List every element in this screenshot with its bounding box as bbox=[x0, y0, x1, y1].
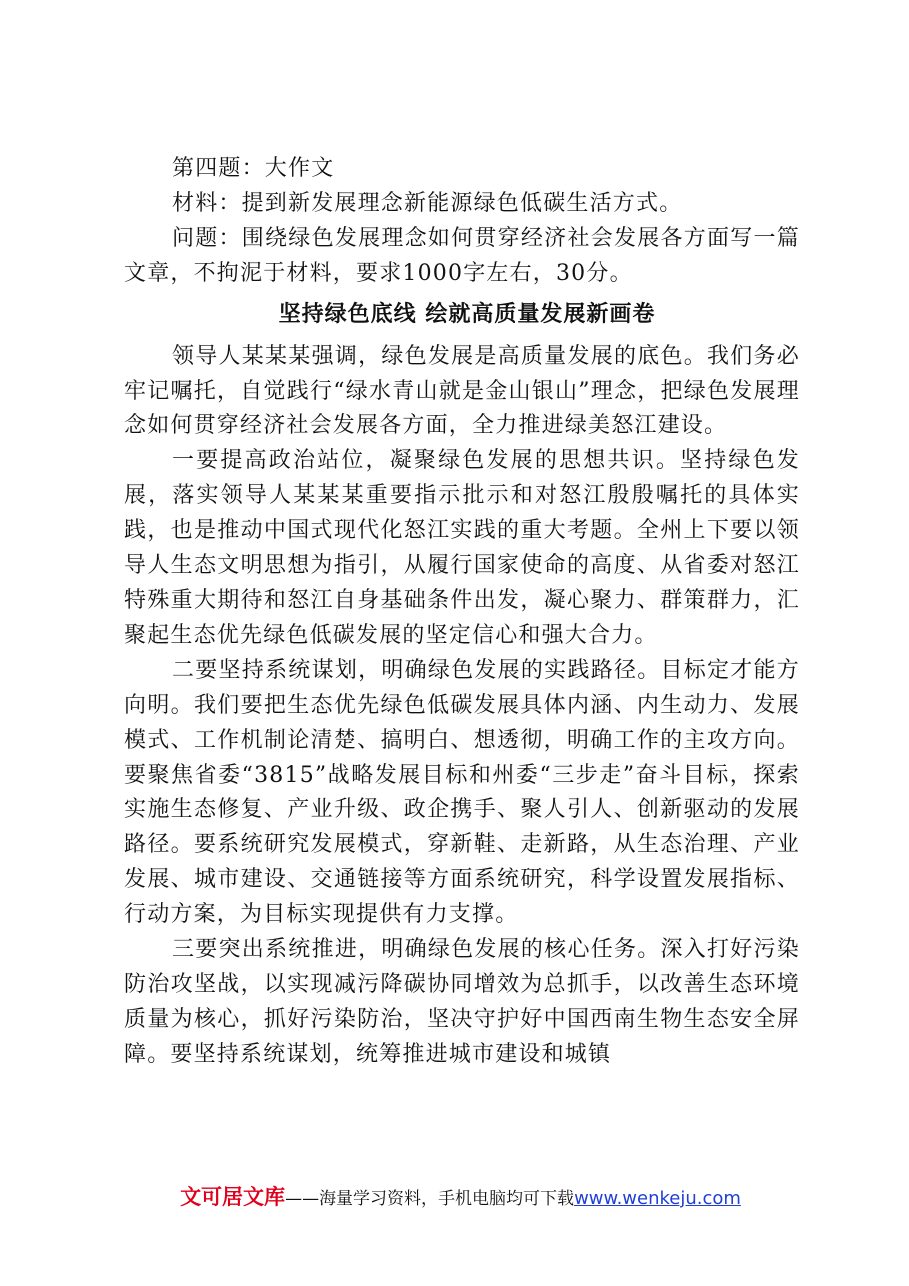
footer-brand: 文可居文库 bbox=[180, 1185, 286, 1209]
document-body bbox=[124, 152, 800, 1073]
footer-slogan: ——海量学习资料，手机电脑均可下载 bbox=[285, 1189, 575, 1209]
essay-paragraph: 三要突出系统推进，明确绿色发展的核心任务。深入打好污染防治攻坚战，以实现减污降碳协同增效为总抓手，以改善生态环境质量为核心，抓好污染防治，坚决守护好中国西南生物生态安全屏障。要坚持系统谋划，统筹推进城市建设和城镇 bbox=[124, 937, 800, 1067]
question-prompt: 问题：围绕绿色发展理念如何贯穿经济社会发展各方面写一篇文章，不拘泥于材料，要求1000字左右，30分。 bbox=[124, 225, 800, 286]
essay-paragraph: 领导人某某某强调，绿色发展是高质量发展的底色。我们务必牢记嘱托，自觉践行“绿水青山就是金山银山”理念，把绿色发展理念如何贯穿经济社会发展各方面，全力推进绿美怒江建设。 bbox=[124, 343, 800, 439]
essay-paragraph: 一要提高政治站位，凝聚绿色发展的思想共识。坚持绿色发展，落实领导人某某某重要指示批示和对怒江殷殷嘱托的具体实践，也是推动中国式现代化怒江实践的重大考题。全州上下要以领导人生态文明思想为指引，从履行国家使命的高度、从省委对怒江特殊重大期待和怒江自身基础条件出发，凝心聚力、群策群力，汇聚起生态优先绿色低碳发展的坚定信心和强大合力。 bbox=[124, 448, 800, 648]
question-material: 材料：提到新发展理念新能源绿色低碳生活方式。 bbox=[172, 190, 683, 216]
essay-title: 坚持绿色底线 绘就高质量发展新画卷 bbox=[278, 301, 656, 327]
essay-paragraph: 二要坚持系统谋划，明确绿色发展的实践路径。目标定才能方向明。我们要把生态优先绿色低碳发展具体内涵、内生动力、发展模式、工作机制论清楚、搞明白、想透彻，明确工作的主攻方向。要聚焦省委“3815”战略发展目标和州委“三步走”奋斗目标，探索实施生态修复、产业升级、政企携手、聚人引人、创新驱动的发展路径。要系统研究发展模式，穿新鞋、走新路，从生态治理、产业发展、城市建设、交通链接等方面系统研究，科学设置发展指标、行动方案，为目标实现提供有力支撑。 bbox=[124, 657, 800, 928]
question-number: 第四题：大作文 bbox=[172, 156, 335, 181]
footer-banner bbox=[0, 1184, 909, 1212]
footer-link[interactable]: www.wenkeju.com bbox=[574, 1188, 741, 1209]
